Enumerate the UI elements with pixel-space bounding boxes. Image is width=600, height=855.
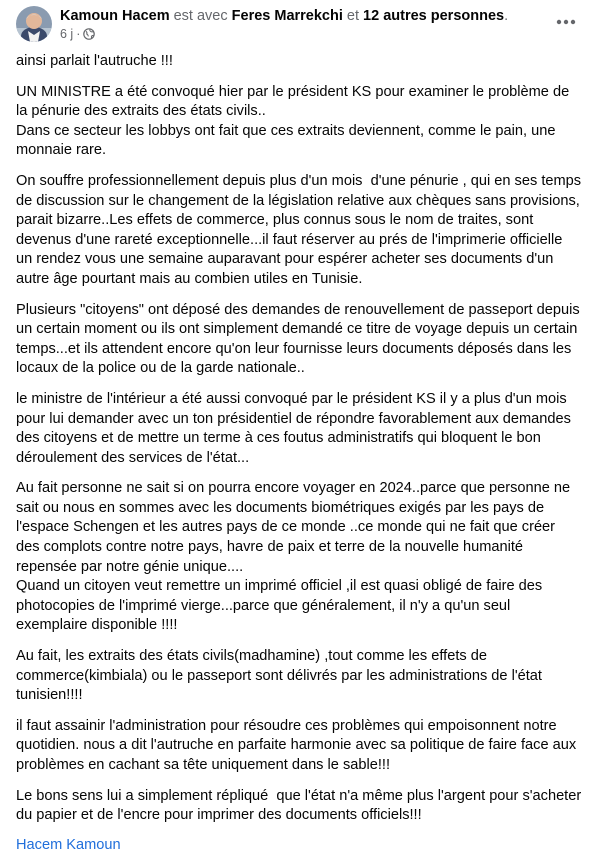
end-text: . [504, 8, 509, 24]
post-timestamp[interactable]: 6 j [60, 27, 74, 41]
more-options-icon [556, 19, 576, 25]
more-options-button[interactable] [552, 8, 580, 36]
post-paragraph: Le bons sens lui a simplement répliqué que l'état n'a même plus l'argent pour s'acheter du papier et de l'encre pour imprimer des documents officiels!!! [16, 787, 586, 824]
post-paragraph: le ministre de l'intérieur a été aussi convoqué par le président KS il y a plus d'un mois pour lui demander avec un ton présidentiel de répondre favorablement aux demandes des citoyens et de mettre un terme à ces foutus administratifs qui bloquent le bon déroulement des services de l'état... [16, 390, 575, 466]
and-text: et [342, 8, 364, 24]
meta-separator: · [76, 27, 81, 41]
post-meta [60, 26, 584, 42]
others-tagged-link[interactable]: 12 autres personnes [363, 8, 505, 24]
globe-icon[interactable] [83, 28, 95, 40]
author-line [60, 7, 584, 25]
post-header-text [60, 6, 584, 42]
post-paragraph: UN MINISTRE a été convoqué hier par le président KS pour examiner le problème de la pénurie des extraits des états civils.. Dans ce secteur les lobbys ont fait que ces extraits deviennent, comme le pain, une monnaie rare. [16, 83, 570, 159]
post-paragraph: il faut assainir l'administration pour résoudre ces problèmes qui empoisonnent notre quotidien. nous a dit l'autruche en parfaite harmonie avec sa politique de faire face aux problèmes en cachant sa tête uniquement dans le sable!!! [16, 717, 581, 773]
with-text: est avec [169, 8, 232, 24]
author-avatar[interactable] [16, 6, 52, 42]
post-paragraph: Au fait personne ne sait si on pourra encore voyager en 2024..parce que personne ne sait ou nous en sommes avec les documents biométriques exigés par les pays de l'espace Schengen et les autres pays de ce monde ..ce monde qui ne fait que créer des complots contre notre pays, havre de paix et terre de la nouvelle humanité repensée par notre génie unique.... Quand un citoyen veut remettre un imprimé officiel ,il est quasi obligé de faire des photocopies de l'imprimé vierge...parce que généralement, il n'y a qu'un seul exemplaire disponible !!!! [16, 480, 571, 634]
post-body [16, 52, 584, 855]
author-name[interactable]: Kamoun Hacem [60, 8, 170, 24]
avatar-photo [16, 6, 52, 42]
post-paragraph: ainsi parlait l'autruche !!! [16, 53, 173, 69]
signature-link[interactable]: Hacem Kamoun [16, 836, 121, 853]
post-paragraph: On souffre professionnellement depuis plus d'un mois d'une pénurie , qui en ses temps de discussion sur le changement de la législation relative aux chèques sans provisions, parait bizarre..Les effets de commerce, plus connus sous le nom de traites, sont devenus d'une rareté exceptionnelle...il faut réserver au prés de l'imprimerie officielle un rendez vous une semaine auparavant pour espérer acheter ses documents d'un autre âge pourtant mais au combien utiles en Tunisie. [16, 172, 586, 287]
post-paragraph: Plusieurs "citoyens" ont déposé des demandes de renouvellement de passeport depuis un certain moment ou ils ont simplement demandé ce titre de voyage depuis un certain temps...et ils attendent encore qu'on leur fournisse leurs documents déposés dans les locaux de la police ou de la garde nationale.. [16, 301, 584, 377]
post-paragraph: Au fait, les extraits des états civils(madhamine) ,tout comme les effets de commerce(kimbiala) ou le passeport sont délivrés par les administrations de l'état tunisien!!!! [16, 648, 547, 704]
tagged-person-link[interactable]: Feres Marrekchi [231, 8, 343, 24]
post-header [16, 0, 584, 52]
